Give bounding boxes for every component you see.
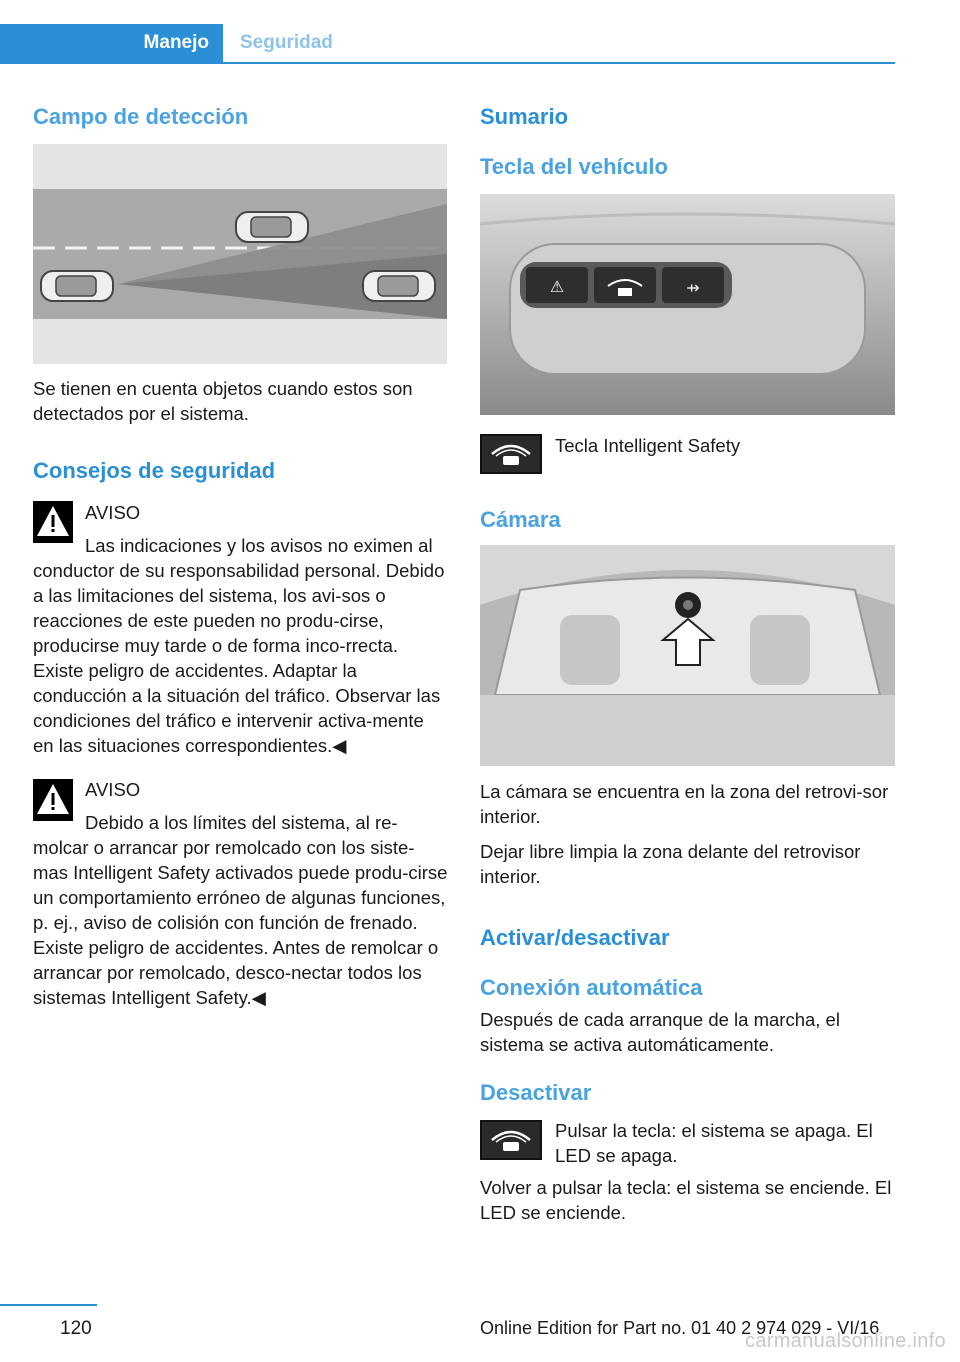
- activar-title: Activar/desactivar: [480, 925, 670, 950]
- footer-rule: [0, 1304, 97, 1306]
- conexion-title: Conexión automática: [480, 975, 703, 1000]
- header-tabs: [0, 24, 895, 64]
- car-icon: [41, 271, 113, 301]
- camara-title: Cámara: [480, 507, 561, 532]
- camara-text2: Dejar libre limpia la zona delante del retrovisor interior.: [480, 841, 861, 887]
- car-icon: [236, 212, 308, 242]
- svg-text:⇸: ⇸: [686, 278, 700, 297]
- conexion-text: Después de cada arranque de la marcha, el sistema se activa automáticamente.: [480, 1009, 840, 1055]
- tecla-title: Tecla del vehículo: [480, 154, 668, 179]
- desactivar-text: Pulsar la tecla: el sistema se apaga. El LED se apaga.: [555, 1120, 873, 1166]
- tab-manejo[interactable]: Manejo: [0, 24, 223, 62]
- campo-title: Campo de detección: [33, 104, 249, 129]
- desactivar-title: Desactivar: [480, 1080, 592, 1105]
- page-number: 120: [60, 1318, 92, 1339]
- watermark: carmanualsonline.info: [745, 1330, 946, 1352]
- warning1-text: Las indicaciones y los avisos no eximen al conductor de su responsabilidad personal. Debido a las limitaciones del sistema, los avi‐sos o reacciones de este pueden no produ‐cirse, producirse muy tarde o de forma inco‐rrecta. Existe peligro de accidentes. Adaptar la conducción a la situación del tráfico. Observar las condiciones del tráfico e intervenir activa‐mente en las situaciones correspondientes.◀: [33, 535, 445, 756]
- intelligent-safety-key-icon: [480, 1120, 542, 1160]
- car-icon: [363, 271, 435, 301]
- intelligent-safety-key-icon: [480, 434, 542, 474]
- edition-text: Online Edition for Part no. 01 40 2 974 029 - VI/16: [480, 1318, 880, 1338]
- button-panel-photo: [480, 194, 895, 415]
- detection-field-illustration: [33, 144, 447, 364]
- left-column: [33, 104, 449, 130]
- sumario-title: Sumario: [480, 104, 569, 129]
- camara-text1: La cámara se encuentra en la zona del retrovi‐sor interior.: [480, 781, 889, 827]
- warning2-label: AVISO: [85, 779, 141, 800]
- warning2-text: Debido a los límites del sistema, al re‐molcar o arrancar por remolcado con los siste‐mas Intelligent Safety activados puede produ‐cirse un comportamiento erróneo de algunas funciones, p. ej., aviso de colisión con función de frenado. Existe peligro de accidentes. Antes de remolcar o arrancar por remolcado, desco‐nectar todos los sistemas Intelligent Safety.◀: [33, 812, 448, 1008]
- tab-seguridad[interactable]: Seguridad: [240, 32, 333, 53]
- campo-text: Se tienen en cuenta objetos cuando estos son detectados por el sistema.: [33, 378, 413, 424]
- tecla-caption: Tecla Intelligent Safety: [555, 435, 741, 456]
- warning1-label: AVISO: [85, 502, 141, 523]
- consejos-title: Consejos de seguridad: [33, 458, 276, 483]
- svg-text:⚠: ⚠: [549, 277, 565, 296]
- camera-location-photo: [480, 545, 895, 766]
- volver-text: Volver a pulsar la tecla: el sistema se enciende. El LED se enciende.: [480, 1177, 892, 1223]
